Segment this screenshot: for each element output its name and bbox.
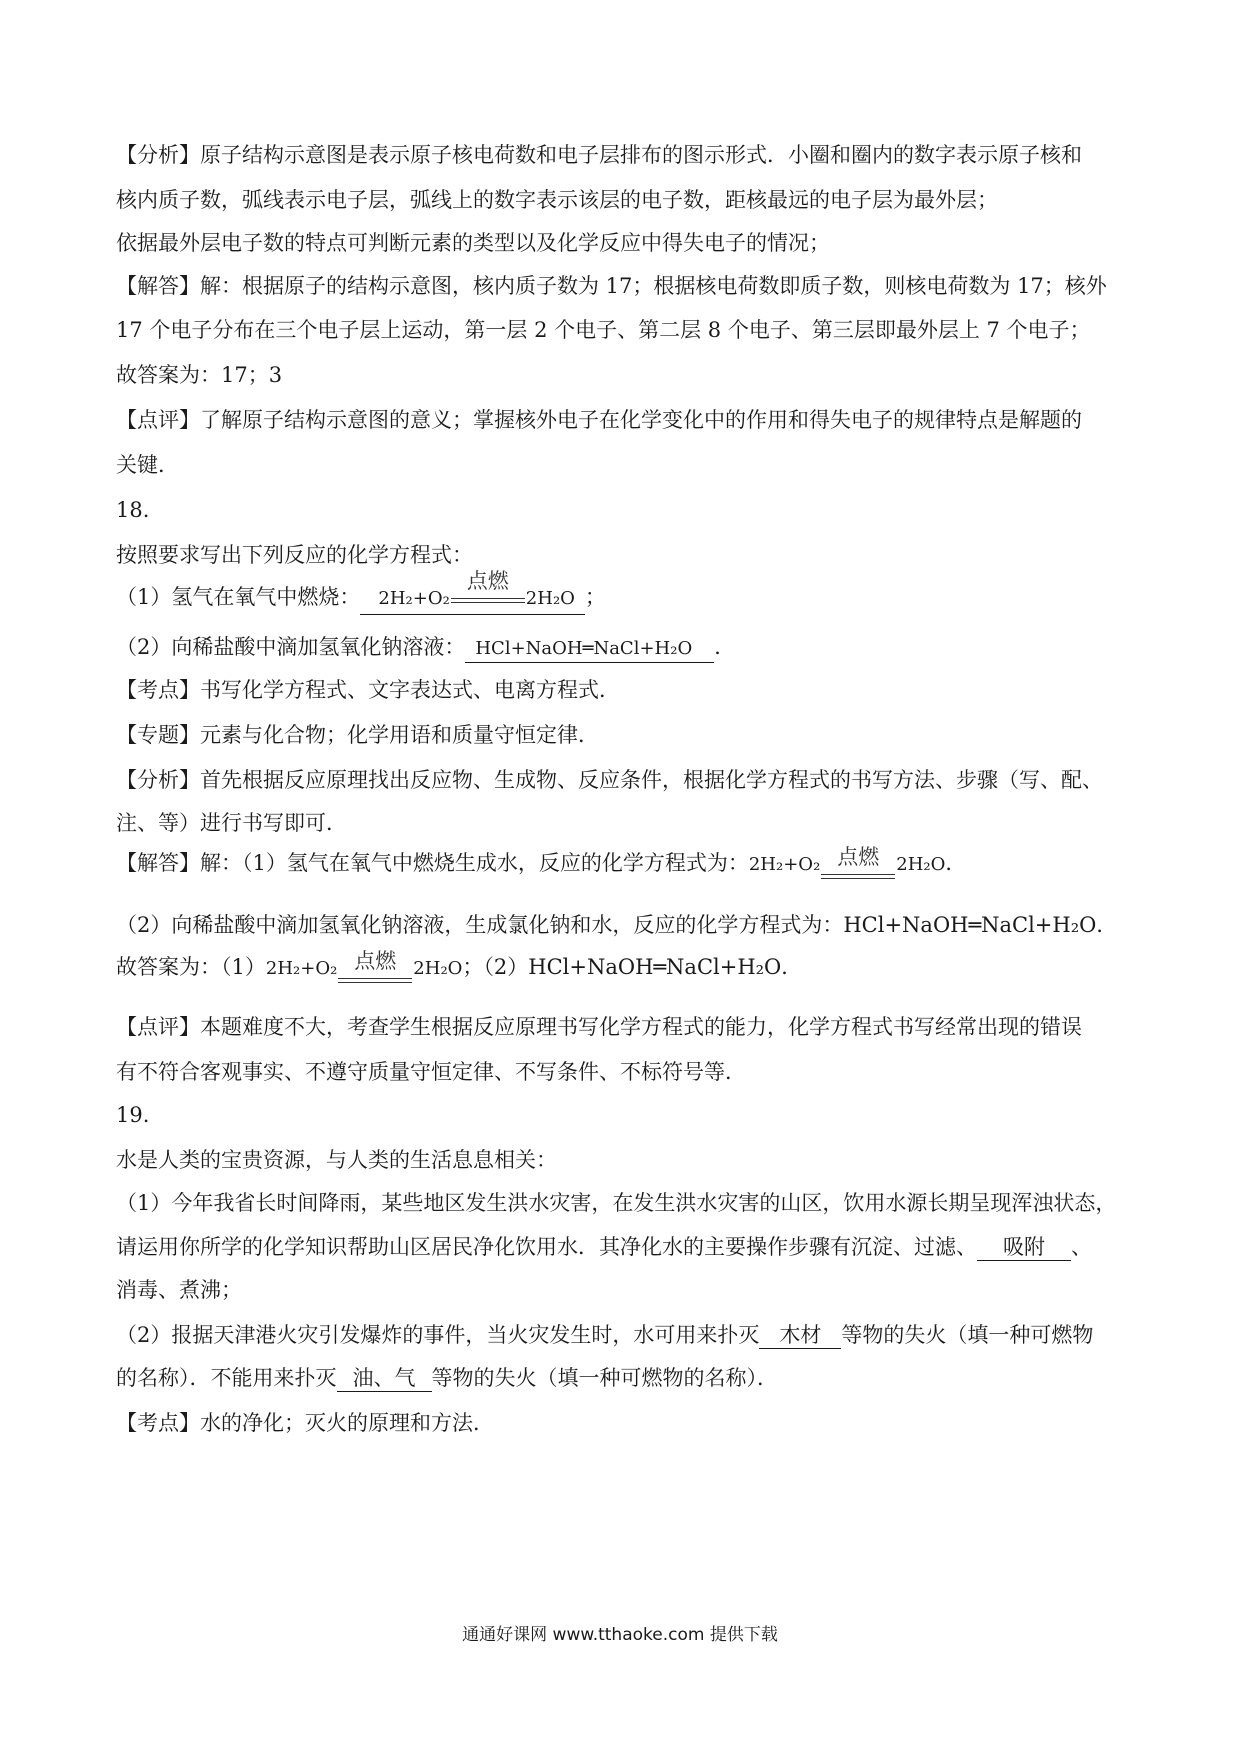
text-line: [116, 570, 1136, 620]
question-number: 18.: [116, 498, 150, 522]
condition-label: 点燃: [354, 949, 397, 973]
reaction-condition: [451, 570, 525, 614]
line-suffix: ；: [584, 585, 606, 609]
text-line: [116, 942, 1136, 992]
text-line: [116, 632, 1136, 663]
line-prefix: （2）向稀盐酸中滴加氢氧化钠溶液：: [116, 635, 466, 659]
answer-blank: [360, 570, 585, 615]
text-line: 【点评】了解原子结构示意图的意义；掌握核外电子在化学变化中的作用和得失电子的规律特点是解题的: [116, 408, 1082, 432]
line-suffix: 等物的失火（填一种可燃物: [841, 1323, 1094, 1347]
condition-label: 点燃: [466, 569, 509, 593]
text-line: （2）向稀盐酸中滴加氢氧化钠溶液，生成氯化钠和水，反应的化学方程式为：HCl+NaOH═NaCl+H₂O．: [116, 913, 1118, 937]
text-line: 【分析】首先根据反应原理找出反应物、生成物、反应条件，根据化学方程式的书写方法、步骤（写、配、: [116, 768, 1103, 792]
line-suffix: 、: [1071, 1235, 1092, 1259]
text-line: 【分析】原子结构示意图是表示原子核电荷数和电子层排布的图示形式．小圈和圈内的数字表示原子核和: [116, 143, 1082, 167]
equation-reactants: 2H₂+O₂: [748, 854, 821, 875]
line-prefix: 的名称）．不能用来扑灭: [116, 1366, 337, 1390]
text-line: 有不符合客观事实、不遵守质量守恒定律、不写条件、不标符号等．: [116, 1060, 746, 1084]
text-line: 【考点】书写化学方程式、文字表达式、电离方程式．: [116, 678, 620, 702]
text-line: 关键．: [116, 453, 179, 477]
text-line: [116, 1320, 1136, 1350]
equation-product: 2H₂O: [525, 588, 575, 609]
text-line: 【考点】水的净化；灭火的原理和方法．: [116, 1411, 494, 1435]
equation-product: 2H₂O: [896, 854, 946, 875]
equation-reactants: 2H₂+O₂: [378, 588, 450, 609]
line-suffix: ．: [714, 635, 736, 659]
text-line: [116, 838, 1136, 888]
answer-blank: 吸附: [977, 1234, 1071, 1261]
question-number: 19.: [116, 1103, 150, 1127]
line-suffix: ．: [945, 851, 967, 875]
text-line: 核内质子数，弧线表示电子层，弧线上的数字表示该层的电子数，距核最远的电子层为最外层；: [116, 188, 998, 212]
answer-blank: HCl+NaOH═NaCl+H₂O: [465, 636, 714, 663]
answer-blank: 油、气: [337, 1365, 432, 1392]
text-line: 按照要求写出下列反应的化学方程式：: [116, 543, 473, 567]
condition-label: 点燃: [837, 845, 880, 869]
answer-blank: 木材: [759, 1322, 841, 1349]
line-prefix: 故答案为：（1）: [116, 955, 266, 979]
text-line: 水是人类的宝贵资源，与人类的生活息息相关：: [116, 1148, 557, 1172]
text-line: 依据最外层电子数的特点可判断元素的类型以及化学反应中得失电子的情况；: [116, 231, 830, 255]
reaction-condition: [821, 846, 895, 890]
text-line: 故答案为：17；3: [116, 363, 283, 387]
text-line: 【解答】解：根据原子的结构示意图，核内质子数为 17；根据核电荷数即质子数，则核电荷数为 17；核外: [116, 274, 1107, 298]
text-line: [116, 1363, 1136, 1393]
line-prefix: 请运用你所学的化学知识帮助山区居民净化饮用水．其净化水的主要操作步骤有沉淀、过滤、: [116, 1235, 977, 1259]
text-line: 【点评】本题难度不大，考查学生根据反应原理书写化学方程式的能力，化学方程式书写经常出现的错误: [116, 1015, 1082, 1039]
line-suffix: 等物的失火（填一种可燃物的名称）．: [431, 1366, 778, 1390]
page-footer: 通通好课网 www.tthaoke.com 提供下载: [462, 1625, 778, 1645]
line-prefix: （2）报据天津港火灾引发爆炸的事件，当火灾发生时，水可用来扑灭: [116, 1323, 760, 1347]
text-line: （1）今年我省长时间降雨，某些地区发生洪水灾害，在发生洪水灾害的山区，饮用水源长期呈现浑浊状态，: [116, 1191, 1117, 1215]
line-prefix: （1）氢气在氧气中燃烧：: [116, 585, 361, 609]
line-suffix: ；（2）HCl+NaOH═NaCl+H₂O．: [462, 955, 803, 979]
text-line: 17 个电子分布在三个电子层上运动，第一层 2 个电子、第二层 8 个电子、第三层即最外层上 7 个电子；: [116, 318, 1091, 342]
text-line: 注、等）进行书写即可．: [116, 811, 347, 835]
text-line: [116, 1232, 1136, 1262]
text-line: 消毒、煮沸；: [116, 1278, 242, 1302]
text-line: 【专题】元素与化合物；化学用语和质量守恒定律．: [116, 723, 599, 747]
equation-reactants: 2H₂+O₂: [265, 958, 338, 979]
reaction-condition: [338, 950, 412, 994]
line-prefix: 【解答】解：（1）氢气在氧气中燃烧生成水，反应的化学方程式为：: [116, 851, 749, 875]
equation-product: 2H₂O: [413, 958, 463, 979]
